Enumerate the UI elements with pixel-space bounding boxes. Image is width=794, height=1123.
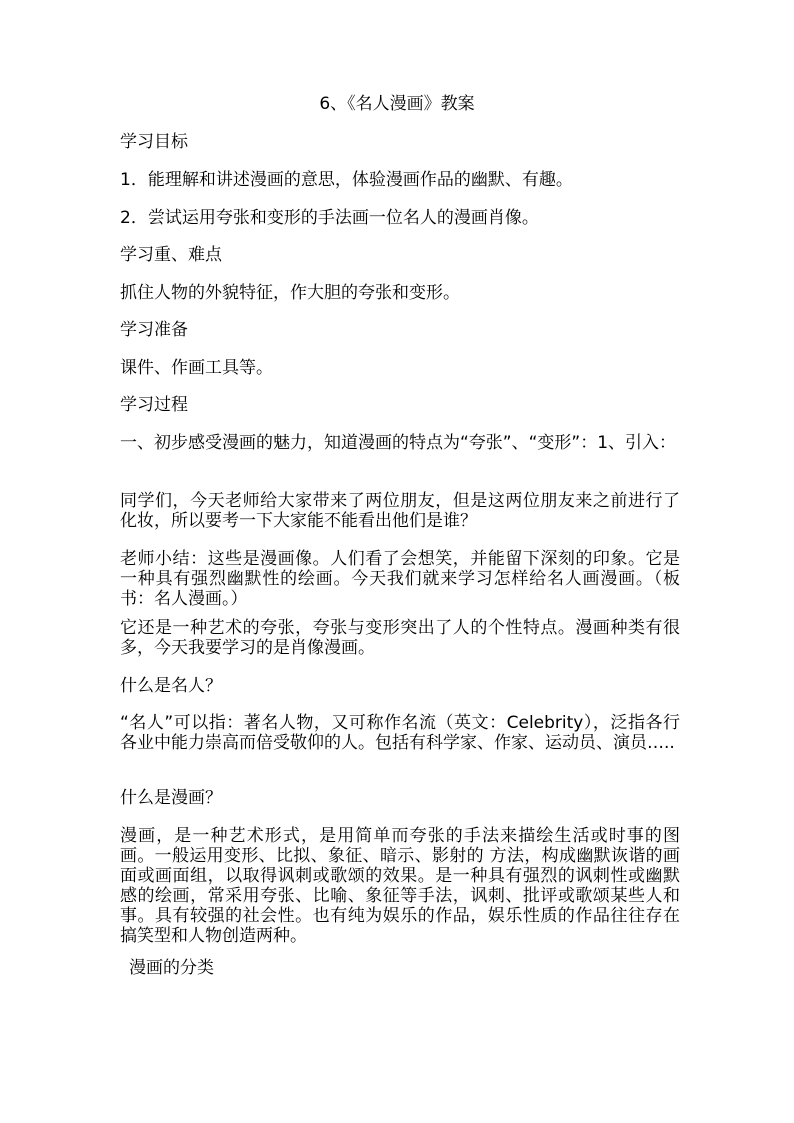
paragraph-art: 它还是一种艺术的夸张，夸张与变形突出了人的个性特点。漫画种类有很多，今天我要学习的是肖像漫画。 [120, 618, 680, 658]
paragraph-summary: 老师小结：这些是漫画像。人们看了会想笑，并能留下深刻的印象。它是一种具有强烈幽默性的绘画。今天我们就来学习怎样给名人画漫画。（板书：名人漫画。） [120, 549, 680, 609]
goal-item-2: 2．尝试运用夸张和变形的手法画一位名人的漫画肖像。 [120, 208, 539, 228]
preparation-text: 课件、作画工具等。 [120, 358, 273, 378]
question-comic: 什么是漫画？ [120, 788, 222, 808]
heading-learning-goals: 学习目标 [120, 132, 188, 152]
heading-comic-types: 漫画的分类 [129, 958, 214, 978]
document-title: 6、《名人漫画》教案 [319, 94, 475, 114]
paragraph-students: 同学们，今天老师给大家带来了两位朋友，但是这两位朋友来之前进行了化妆，所以要考一下大家能不能看出他们是谁？ [120, 491, 680, 531]
goal-item-1: 1．能理解和讲述漫画的意思，体验漫画作品的幽默、有趣。 [120, 170, 573, 190]
question-celebrity: 什么是名人？ [120, 676, 222, 696]
paragraph-comic: 漫画，是一种艺术形式，是用简单而夸张的手法来描绘生活或时事的图画。一般运用变形、比拟、象征、暗示、影射的 方法，构成幽默诙谐的画面或画面组，以取得讽刺或歌颂的效果。是一种具有强烈的讽刺性或幽默感的绘画，常采用夸张、比喻、象征等手法，讽刺、批评或歌颂某些人和事。具有较强的社会性。也有纯为娱乐的作品，娱乐性质的作品往往存在搞笑型和人物创造两种。 [120, 826, 680, 946]
paragraph-celebrity: “名人”可以指：著名人物，又可称作名流（英文：Celebrity），泛指各行各业中能力崇高而倍受敬仰的人。包括有科学家、作家、运动员、演员….. [120, 713, 680, 753]
key-points-text: 抓住人物的外貌特征，作大胆的夸张和变形。 [120, 283, 460, 303]
heading-process: 学习过程 [120, 395, 188, 415]
heading-key-points: 学习重、难点 [120, 245, 222, 265]
process-intro: 一、初步感受漫画的魅力，知道漫画的特点为“夸张”、“变形”：1、引入： [120, 433, 677, 453]
heading-preparation: 学习准备 [120, 320, 188, 340]
